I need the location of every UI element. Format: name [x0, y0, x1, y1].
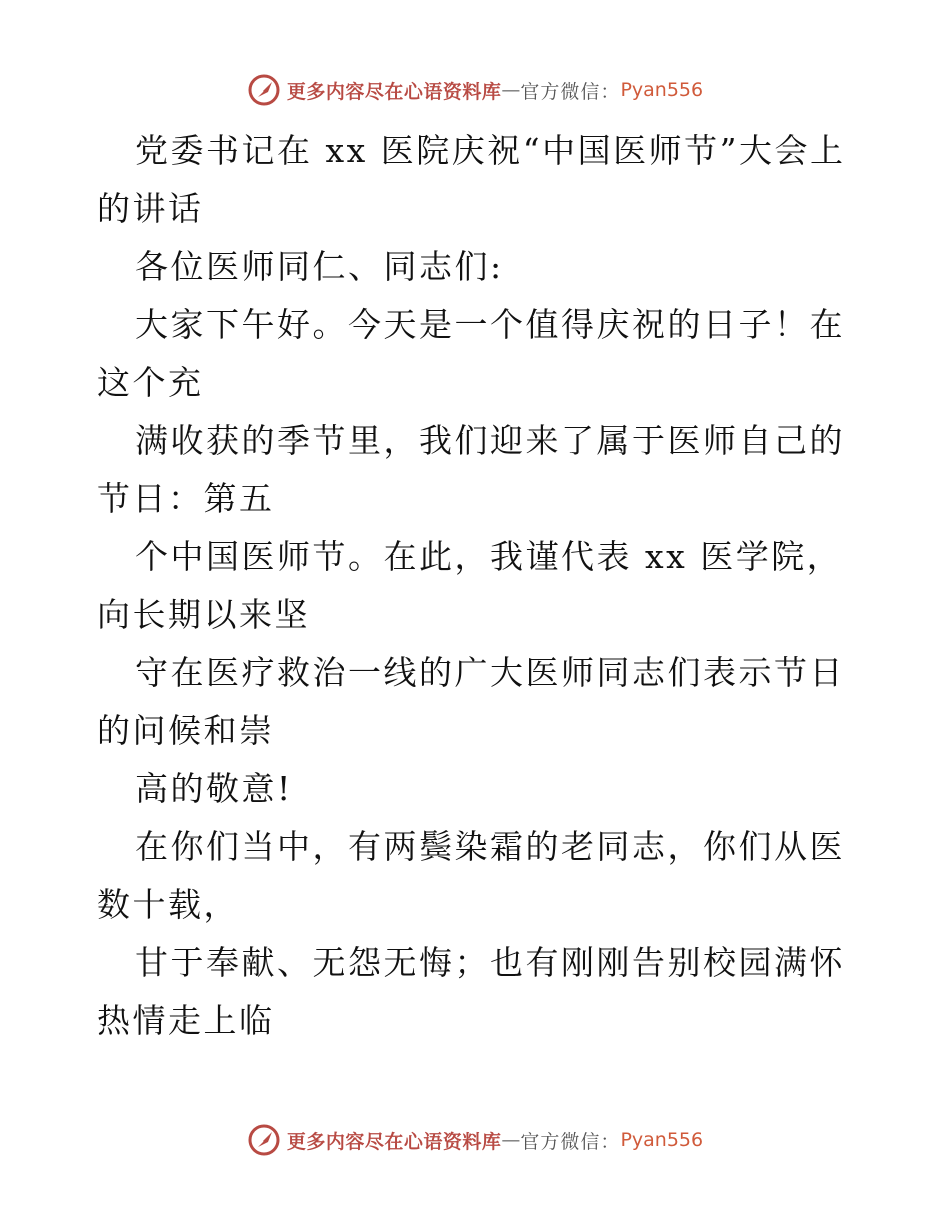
quill-logo-icon: [247, 73, 281, 107]
paragraph: 个中国医师节。在此，我谨代表 xx 医学院，向长期以来坚: [97, 537, 843, 634]
watermark-brand: 更多内容尽在心语资料库: [286, 80, 502, 103]
document-title: 党委书记在 xx 医院庆祝“中国医师节”大会上的讲话: [97, 131, 846, 228]
paragraph: 高的敬意!: [135, 769, 293, 808]
paragraph: 守在医疗救治一线的广大医师同志们表示节日的问候和崇: [97, 653, 845, 750]
watermark-wechat-label: 官方微信：: [520, 1130, 621, 1153]
quill-logo-icon: [247, 1123, 281, 1157]
watermark-wechat-id: Pyan556: [620, 1129, 704, 1151]
footer-watermark: [0, 1120, 950, 1160]
watermark-dash: —: [501, 79, 521, 101]
paragraph: 大家下午好。今天是一个值得庆祝的日子！在这个充: [97, 305, 845, 402]
document-body: [97, 122, 852, 1050]
watermark-text: [287, 1127, 703, 1154]
paragraph: 在你们当中，有两鬓染霜的老同志，你们从医数十载，: [97, 827, 845, 924]
paragraph: 甘于奉献、无怨无悔；也有刚刚告别校园满怀热情走上临: [97, 943, 845, 1040]
watermark-brand: 更多内容尽在心语资料库: [286, 1130, 502, 1153]
paragraph: 满收获的季节里，我们迎来了属于医师自己的节日：第五: [97, 421, 845, 518]
watermark-wechat-label: 官方微信：: [520, 80, 621, 103]
watermark-wechat-id: Pyan556: [620, 79, 704, 101]
header-watermark: [0, 70, 950, 110]
watermark-dash: —: [501, 1129, 521, 1151]
watermark-text: [287, 77, 703, 104]
salutation: 各位医师同仁、同志们:: [135, 247, 504, 286]
